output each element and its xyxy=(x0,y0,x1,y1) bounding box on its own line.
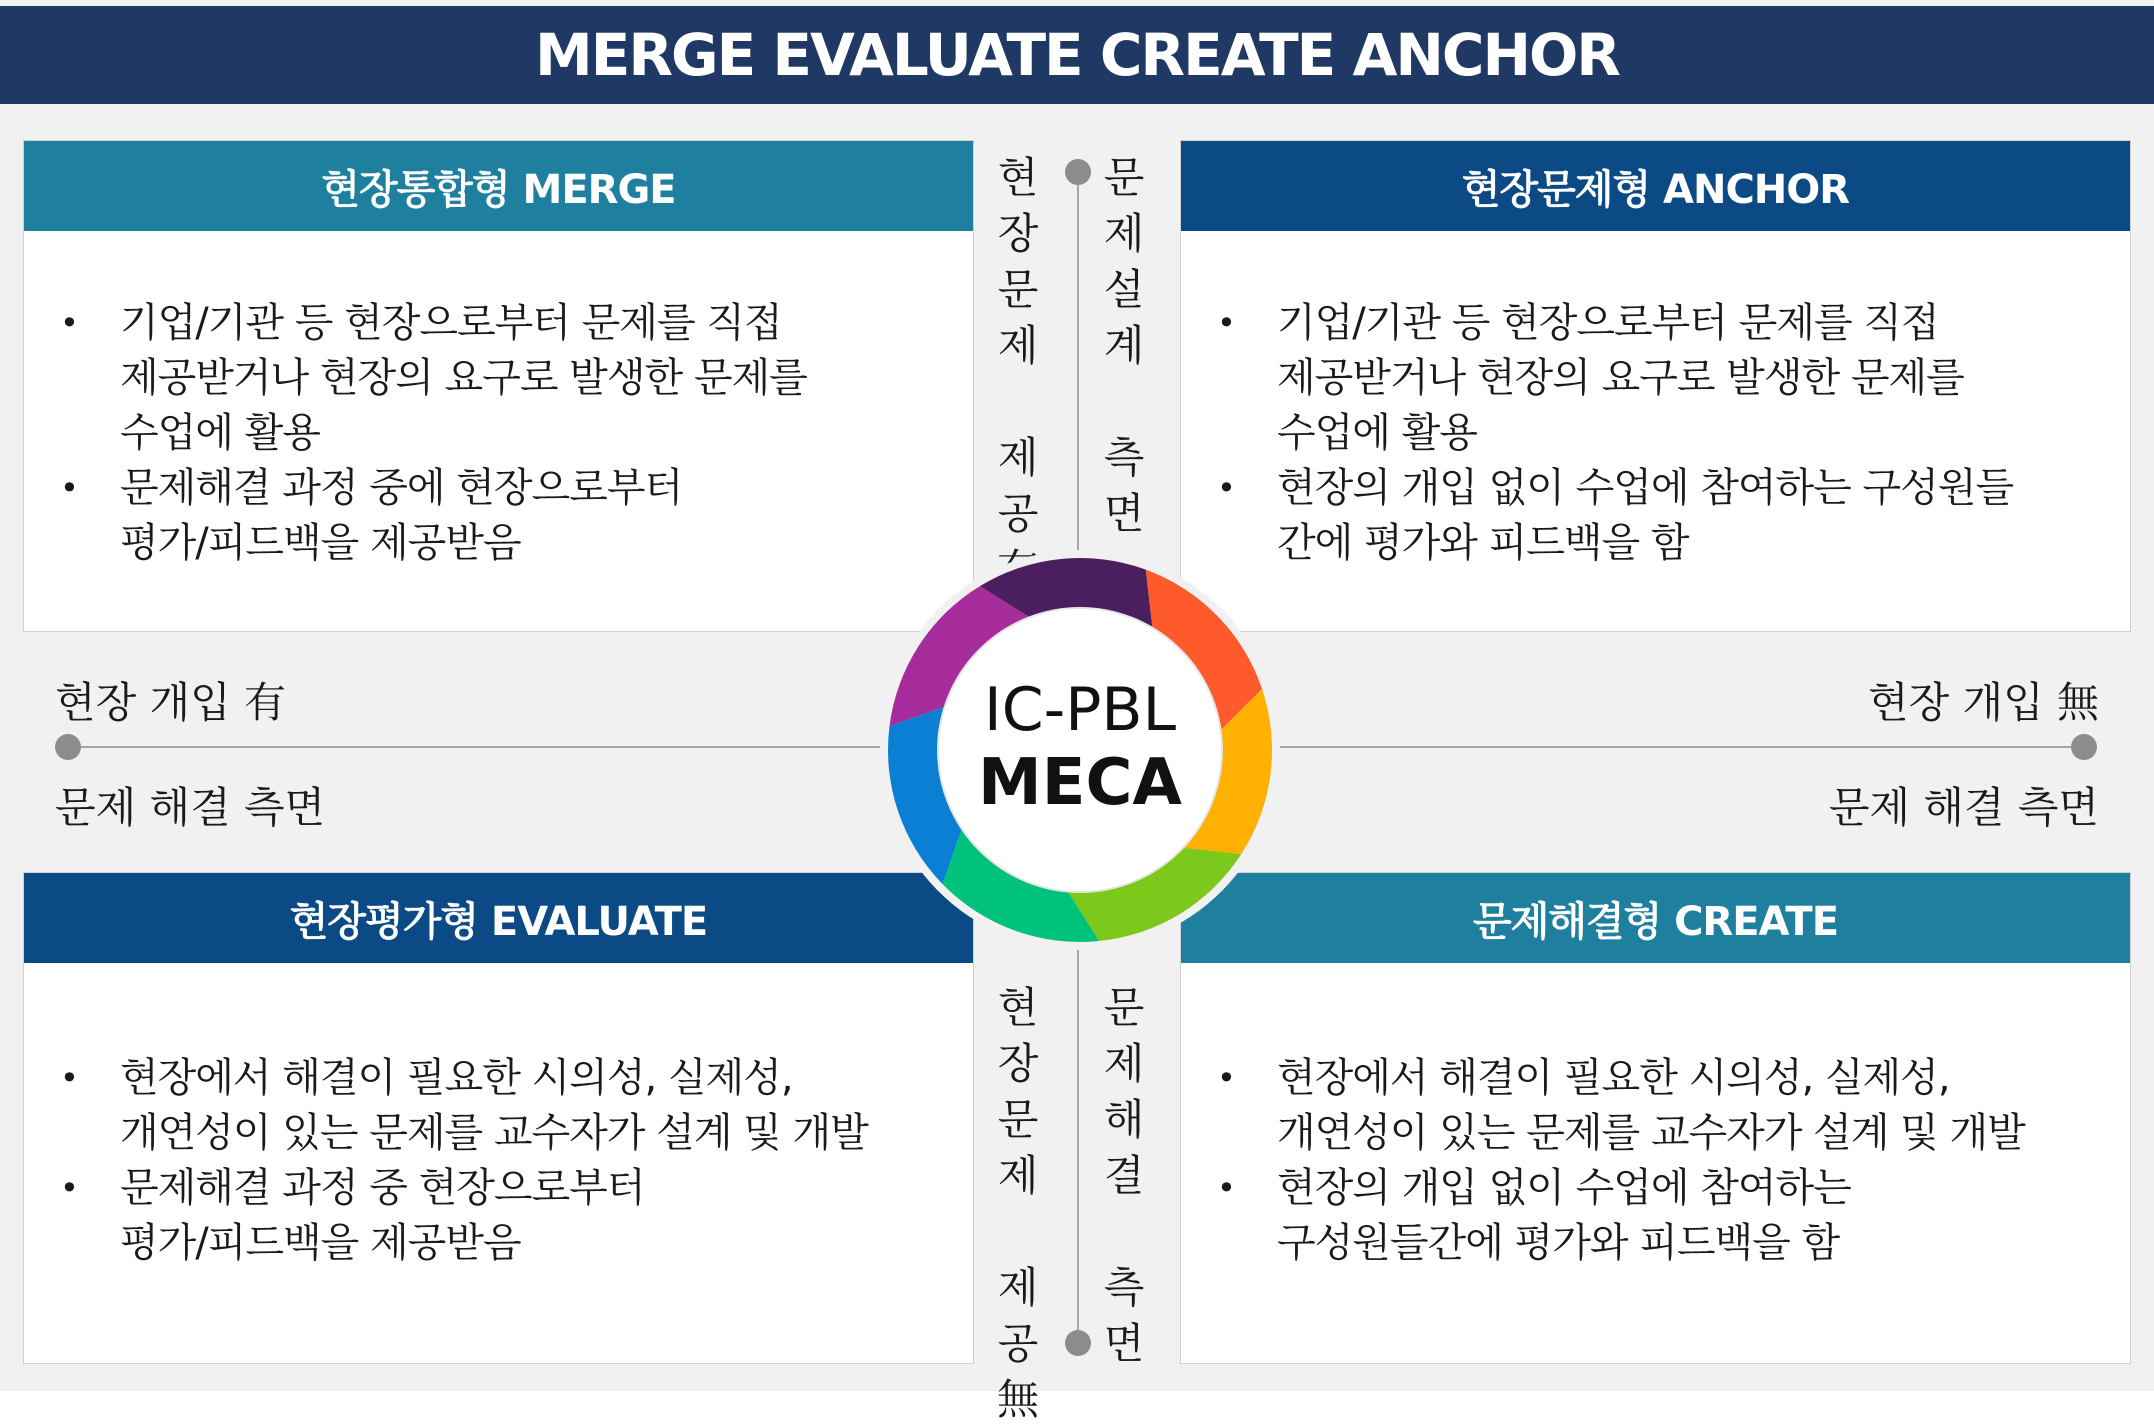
list-item: • 기업/기관 등 현장으로부터 문제를 직접 제공받거나 현장의 요구로 발생한 문제를 수업에 활용 xyxy=(24,296,973,461)
quadrant-anchor-list xyxy=(1181,296,2130,571)
axis-label-right-top: 현장 개입 無 xyxy=(1868,678,2099,727)
quadrant-create-header: 문제해결형 CREATE xyxy=(1181,873,2130,963)
list-item: • 현장의 개입 없이 수업에 참여하는 구성원들 간에 평가와 피드백을 함 xyxy=(1181,461,2130,571)
bullet-icon: • xyxy=(1217,469,1235,507)
bullet-icon: • xyxy=(60,1169,78,1207)
bullet-icon: • xyxy=(60,469,78,507)
bullet-icon: • xyxy=(1217,1169,1235,1207)
list-item: • 현장에서 해결이 필요한 시의성, 실제성, 개연성이 있는 문제를 교수자가 설계 및 개발 xyxy=(24,1051,973,1161)
axis-label-left-bottom: 문제 해결 측면 xyxy=(55,783,326,832)
bullet-icon: • xyxy=(60,1059,78,1097)
list-item: • 기업/기관 등 현장으로부터 문제를 직접 제공받거나 현장의 요구로 발생한 문제를 수업에 활용 xyxy=(1181,296,2130,461)
bullet-icon: • xyxy=(60,304,78,342)
quadrant-create xyxy=(1180,872,2131,1364)
quadrant-merge-header: 현장통합형 MERGE xyxy=(24,141,973,231)
diagram-title: MERGE EVALUATE CREATE ANCHOR xyxy=(535,21,1619,89)
quadrant-create-list xyxy=(1181,1051,2130,1271)
axis-dot-right xyxy=(2071,734,2097,760)
axis-dot-top xyxy=(1065,159,1091,185)
center-title-line1: IC-PBL xyxy=(983,675,1177,745)
quadrant-evaluate xyxy=(23,872,974,1364)
center-ring-logo xyxy=(870,540,1290,960)
axis-label-bottom-right: 문 제 해 결 측 면 xyxy=(1103,983,1145,1368)
list-item: • 현장의 개입 없이 수업에 참여하는 구성원들간에 평가와 피드백을 함 xyxy=(1181,1161,2130,1271)
axis-dot-left xyxy=(55,734,81,760)
axis-label-bottom-left: 현 장 문 제 제 공 無 xyxy=(996,983,1039,1424)
bullet-icon: • xyxy=(1217,1059,1235,1097)
quadrant-merge-list xyxy=(24,296,973,571)
axis-label-top-left: 현 장 문 제 제 공 xyxy=(997,153,1039,538)
bullet-icon: • xyxy=(1217,304,1235,342)
quadrant-merge xyxy=(23,140,974,632)
quadrant-anchor-header: 현장문제형 ANCHOR xyxy=(1181,141,2130,231)
axis-dot-bottom xyxy=(1065,1330,1091,1356)
list-item: • 문제해결 과정 중 현장으로부터 평가/피드백을 제공받음 xyxy=(24,1161,973,1271)
quadrant-evaluate-list xyxy=(24,1051,973,1271)
title-bar xyxy=(0,6,2154,104)
axis-label-right-bottom: 문제 해결 측면 xyxy=(1828,783,2099,832)
quadrant-evaluate-header: 현장평가형 EVALUATE xyxy=(24,873,973,963)
axis-label-left-top: 현장 개입 有 xyxy=(55,678,286,727)
center-title-line2: MECA xyxy=(978,746,1182,820)
axis-label-top-right: 문 제 설 계 측 면 xyxy=(1103,153,1145,538)
list-item: • 문제해결 과정 중에 현장으로부터 평가/피드백을 제공받음 xyxy=(24,461,973,571)
quadrant-anchor xyxy=(1180,140,2131,632)
list-item: • 현장에서 해결이 필요한 시의성, 실제성, 개연성이 있는 문제를 교수자가 설계 및 개발 xyxy=(1181,1051,2130,1161)
